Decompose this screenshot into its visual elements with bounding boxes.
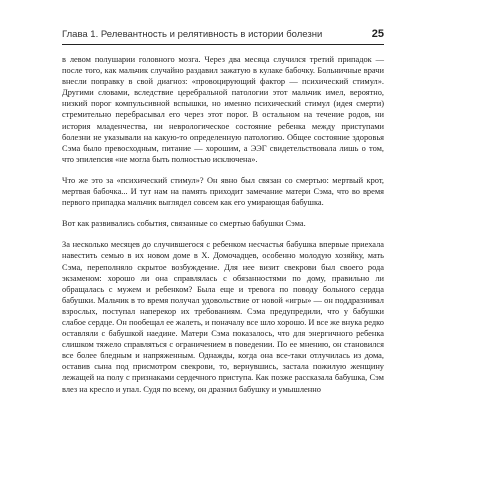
- running-title: Глава 1. Релевантность и релятивность в истории болезни: [62, 29, 323, 40]
- paragraph-3: Вот как развивались события, связанные со смертью бабушки Сэма.: [62, 219, 306, 229]
- page-number: 25: [371, 28, 384, 40]
- paragraph-spacer: [62, 165, 384, 175]
- paragraph-spacer: [62, 208, 384, 218]
- running-header: [62, 28, 384, 40]
- paragraph-2: Что же это за «психический стимул»? Он явно был связан со смертью: мертвый крот, мертвая бабочка... И тут нам на память приходит замечание матери Сэма, что во время первого припадка мальчик выглядел совсем как его умирающая бабушка.: [62, 175, 384, 208]
- paragraph-4: За несколько месяцев до случившегося с ребенком несчастья бабушка впервые приехала навестить семью в их новом доме в Х. Домочадцев, особенно молодую хозяйку, мать Сэма, переполняло скрытое возбуждение. Для нее визит свекрови был своего рода экзаменом: хорошо ли она справлялась с обязанностями по дому, правильно ли обращалась с мужем и ребенком? Была еще и тревога по поводу больного сердца бабушки. Мальчик в то время получал удовольствие от новой «игры» — он поддразнивал взрослых, поступал наперекор их требованиям. Сэма предупредили, что у бабушки слабое сердце. Он пообещал ее жалеть, и поначалу все шло хорошо. И все же внука редко оставляли с бабушкой наедине. Матери Сэма показалось, что для энергичного ребенка слишком тяжело справляться с ограничением в поведении. По ее мнению, он становился все более бледным и напряженным. Однажды, когда она все-таки отлучилась из дома, оставив сына под присмотром свекрови, то, вернувшись, застала пожилую женщину лежащей на полу с признаками сердечного приступа. Как позже рассказала бабушка, Сэм влез на кресло и упал. Судя по всему, он дразнил бабушку и умышленно: [62, 240, 384, 394]
- paragraph-spacer: [62, 229, 384, 239]
- paragraph-1: в левом полушарии головного мозга. Через два месяца случился третий припадок — после того, как мальчик случайно раздавил зажатую в кулаке бабочку. Больничные врачи внесли поправку в свой диагноз: «провоцирующий фактор — психический стимул». Другими словами, вследствие церебральной патологии этот мальчик имел, вероятно, низкий порог компульсивной вспышки, но именно психический стимул (идея смерти) стремительно перебрасывал его через этот порог. В остальном на течение родов, ни история младенчества, ни неврологическое состояние ребенка между приступами болезни не указывали на какую-то определенную патологию. Общее состояние здоровья Сэма было превосходным, питание — хорошим, а ЭЭГ свидетельствовала лишь о том, что эпилепсия «не могла быть полностью исключена».: [62, 55, 384, 164]
- body-text: [62, 54, 384, 395]
- header-rule: [62, 44, 384, 45]
